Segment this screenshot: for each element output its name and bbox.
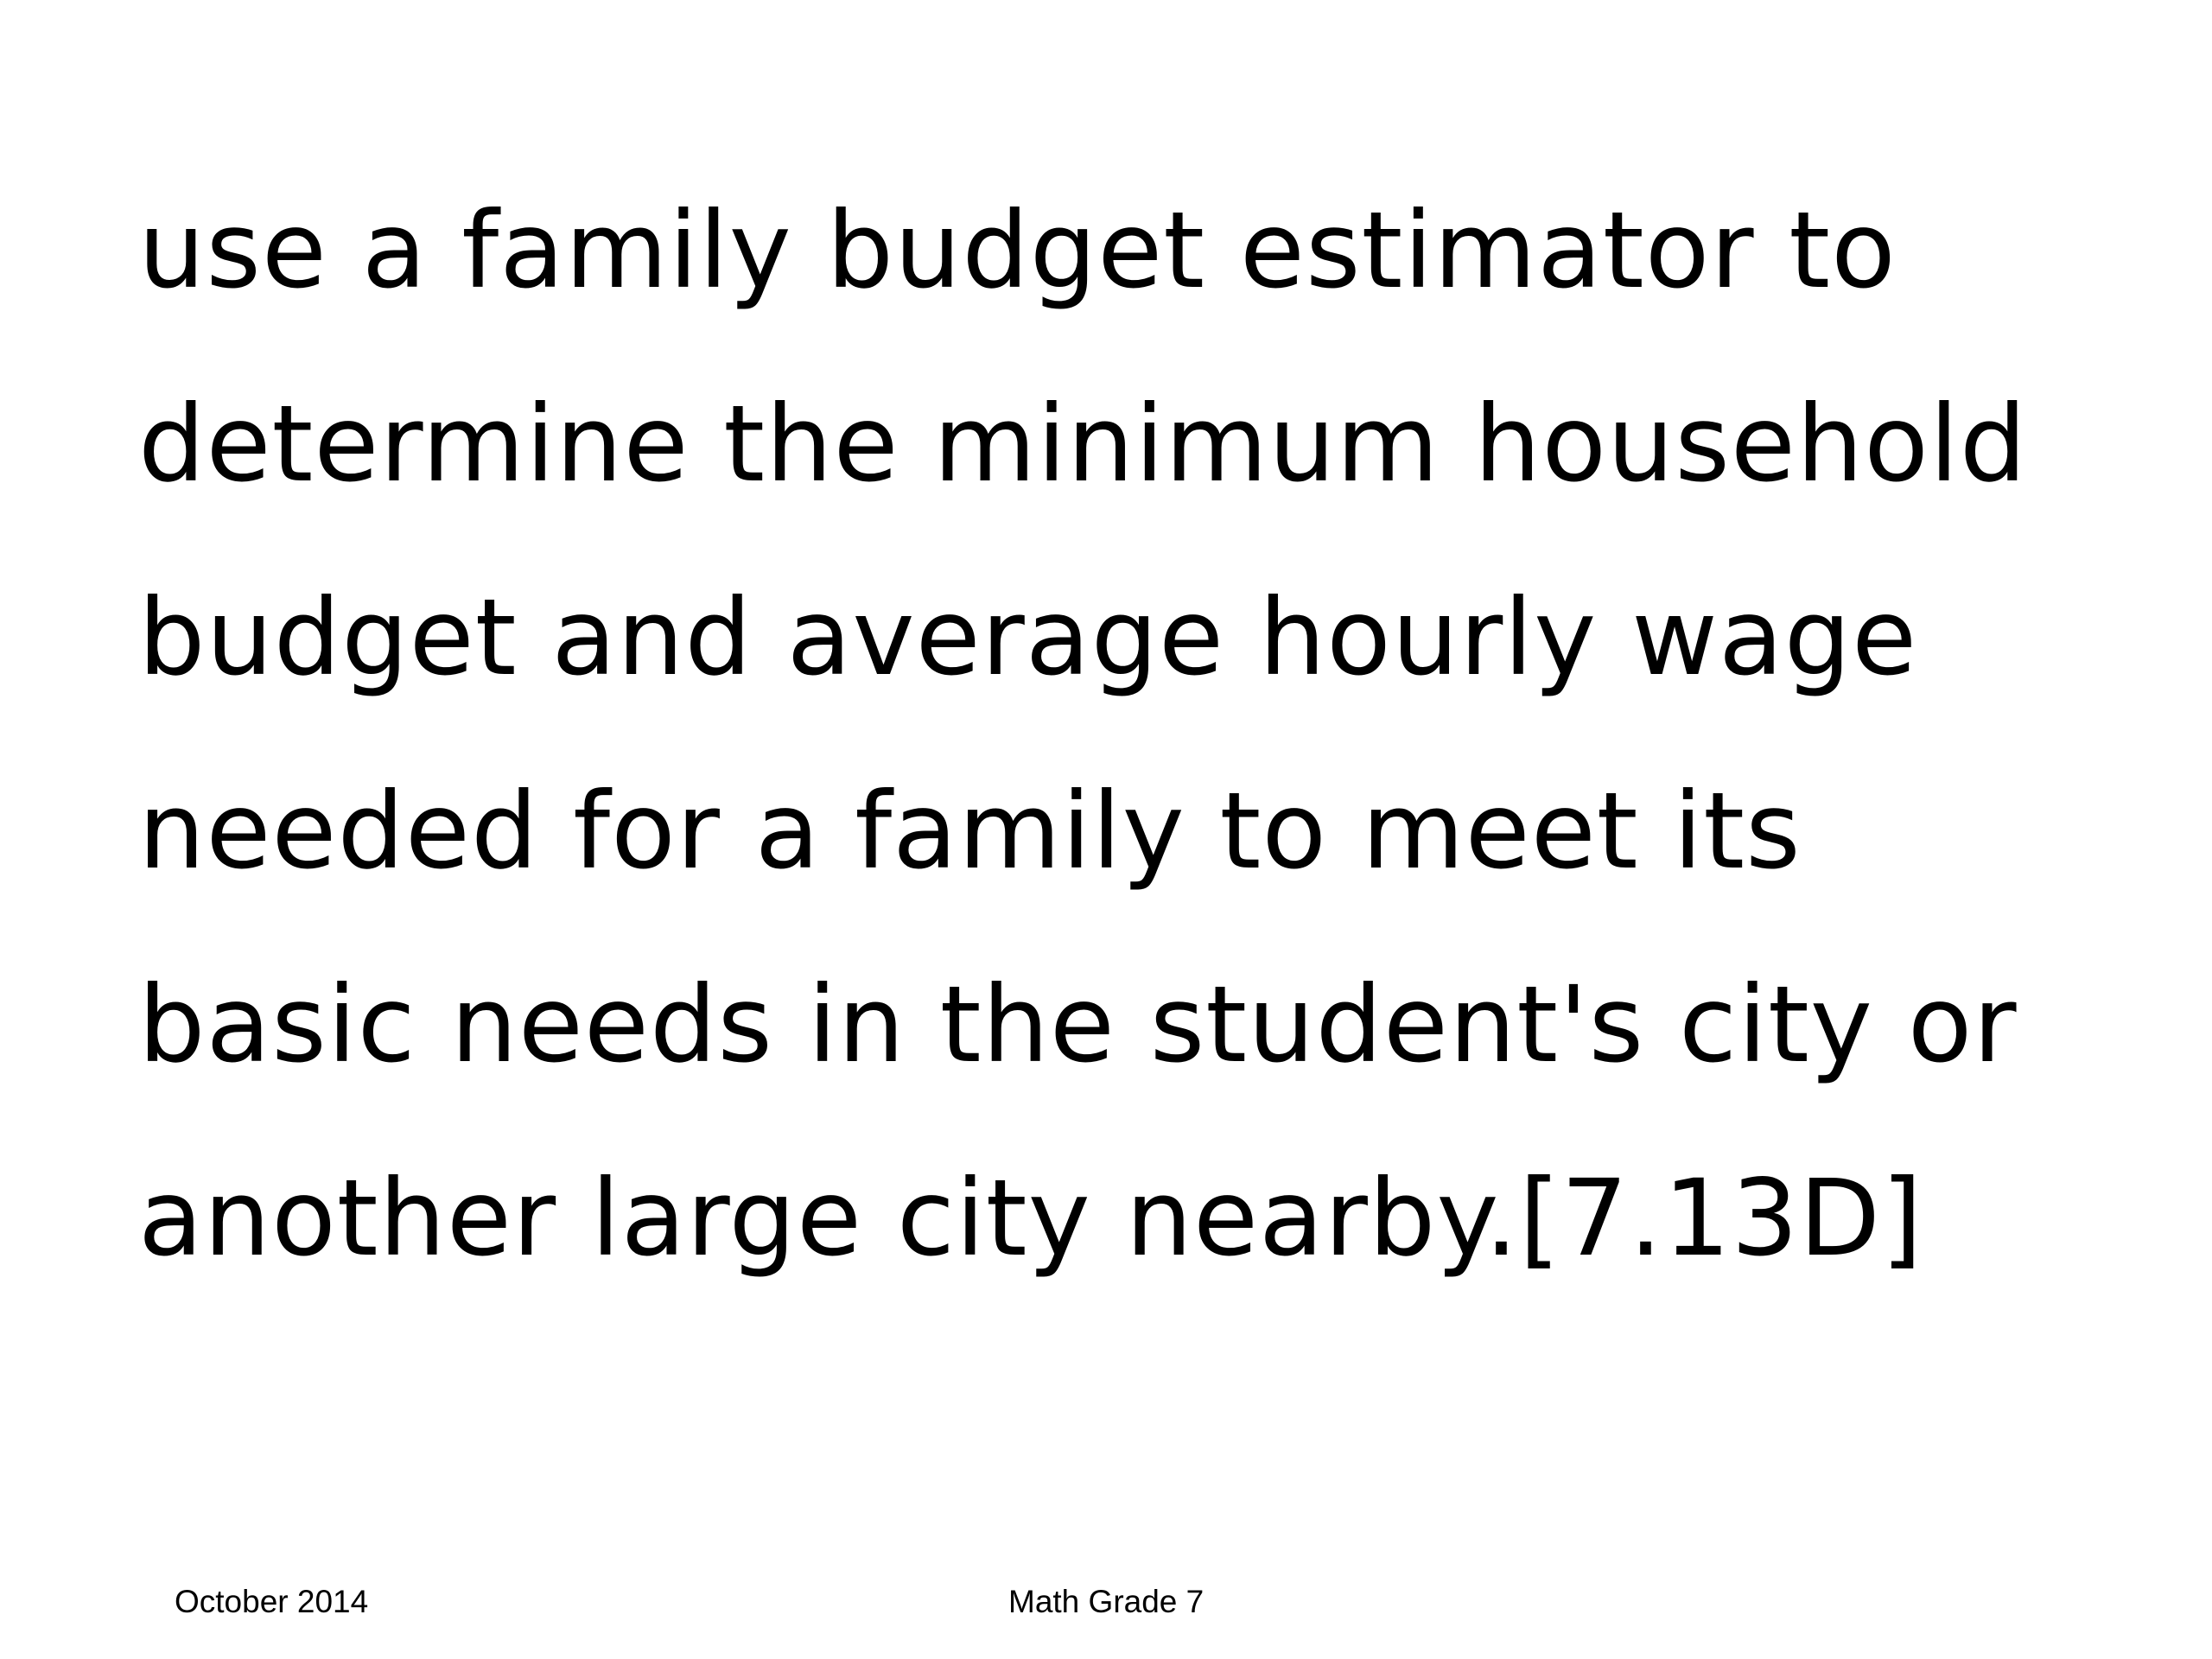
body-line-4: needed for a family to meet its (138, 770, 1802, 893)
body-line-6: another large city nearby.[7.13D] (138, 1157, 1923, 1280)
footer-date: October 2014 (175, 1584, 369, 1619)
body-line-3: budget and average hourly wage (138, 576, 1918, 699)
body-line-5: basic needs in the student's city or (138, 963, 2018, 1086)
slide-body-text (138, 154, 2126, 1315)
body-line-2: determine the minimum household (138, 383, 2028, 505)
footer-title: Math Grade 7 (1008, 1584, 1205, 1619)
body-line-1: use a family budget estimator to (138, 189, 1897, 312)
